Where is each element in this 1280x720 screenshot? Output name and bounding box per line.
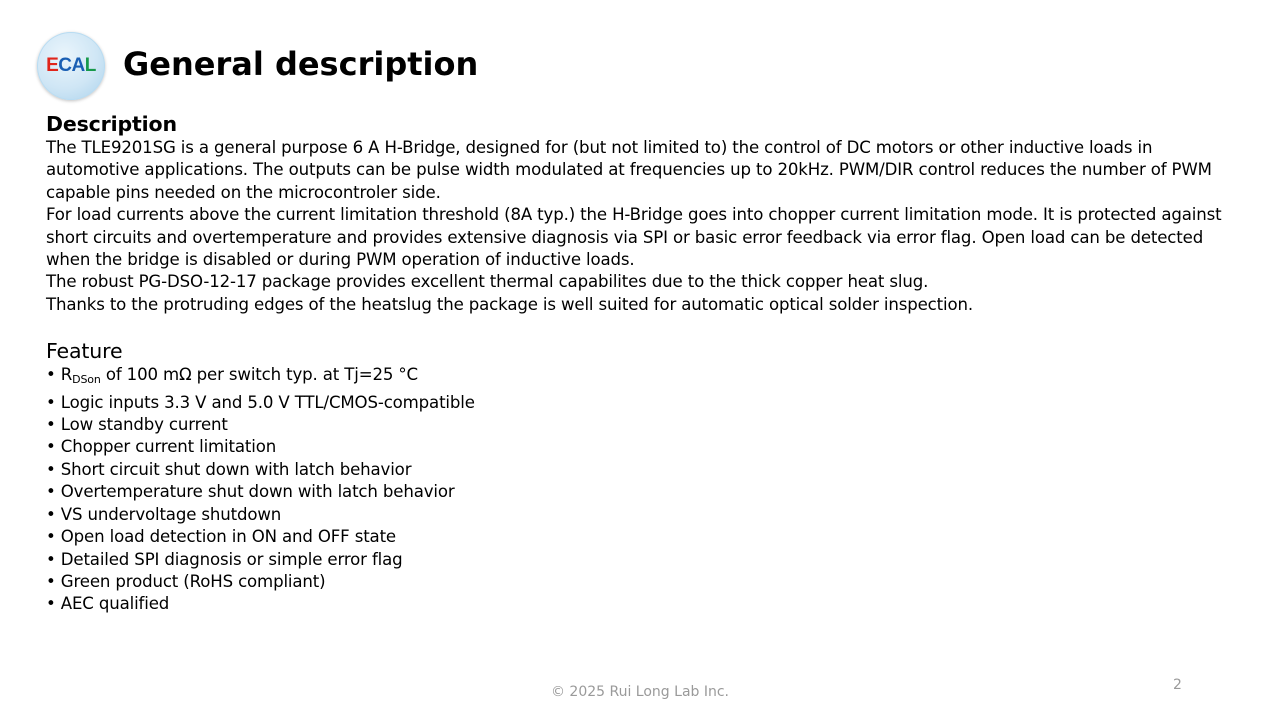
feature-item: • Overtemperature shut down with latch behavior — [46, 482, 455, 502]
logo-letter-c: C — [58, 55, 72, 76]
feature-item: • Logic inputs 3.3 V and 5.0 V TTL/CMOS-compatible — [46, 392, 475, 412]
description-paragraph: Thanks to the protruding edges of the heatslug the package is well suited for automatic optical solder inspection. — [46, 294, 973, 314]
feature-item: • Open load detection in ON and OFF state — [46, 527, 396, 547]
description-paragraph: The robust PG-DSO-12-17 package provides excellent thermal capabilites due to the thick copper heat slug. — [46, 272, 929, 292]
description-paragraph: The TLE9201SG is a general purpose 6 A H-Bridge, designed for (but not limited to) the control of DC motors or other inductive loads in automotive applications. The outputs can be pulse width modulated at frequencies up to 20kHz. PWM/DIR control reduces the number of PWM capable pins needed on the microcontroler side. — [46, 138, 1212, 202]
feature-item: • AEC qualified — [46, 594, 170, 614]
description-paragraph: For load currents above the current limitation threshold (8A typ.) the H-Bridge goes into chopper current limitation mode. It is protected against short circuits and overtemperature and provides extensive diagnosis via SPI or basic error feedback via error flag. Open load can be detected when the bridge is disabled or during PWM operation of inductive loads. — [46, 205, 1222, 270]
page-number: 2 — [1173, 677, 1182, 693]
footer-copyright: © 2025 Rui Long Lab Inc. — [550, 684, 730, 700]
company-logo — [37, 32, 105, 100]
rdson-symbol: R — [60, 365, 73, 385]
description-heading: Description — [46, 112, 177, 136]
logo-text — [46, 55, 96, 77]
logo-letter-e: E — [46, 55, 59, 76]
logo-letter-l: L — [84, 55, 96, 76]
feature-item: • Detailed SPI diagnosis or simple error flag — [46, 549, 403, 569]
feature-list — [46, 364, 1246, 615]
feature-item-rdson — [46, 364, 1246, 391]
feature-item: • VS undervoltage shutdown — [46, 504, 282, 524]
bullet: • — [46, 365, 56, 385]
feature-item: • Chopper current limitation — [46, 437, 277, 457]
feature-heading: Feature — [46, 339, 123, 364]
rdson-text: of 100 mΩ per switch typ. at Tj=25 °C — [105, 365, 418, 385]
logo-letter-a: A — [71, 55, 85, 76]
rdson-subscript: DSon — [72, 373, 101, 387]
feature-item: • Green product (RoHS compliant) — [46, 571, 326, 591]
feature-item: • Low standby current — [46, 415, 228, 435]
page-title: General description — [123, 45, 479, 83]
feature-item: • Short circuit shut down with latch behavior — [46, 459, 412, 479]
slide-content — [46, 111, 1246, 616]
